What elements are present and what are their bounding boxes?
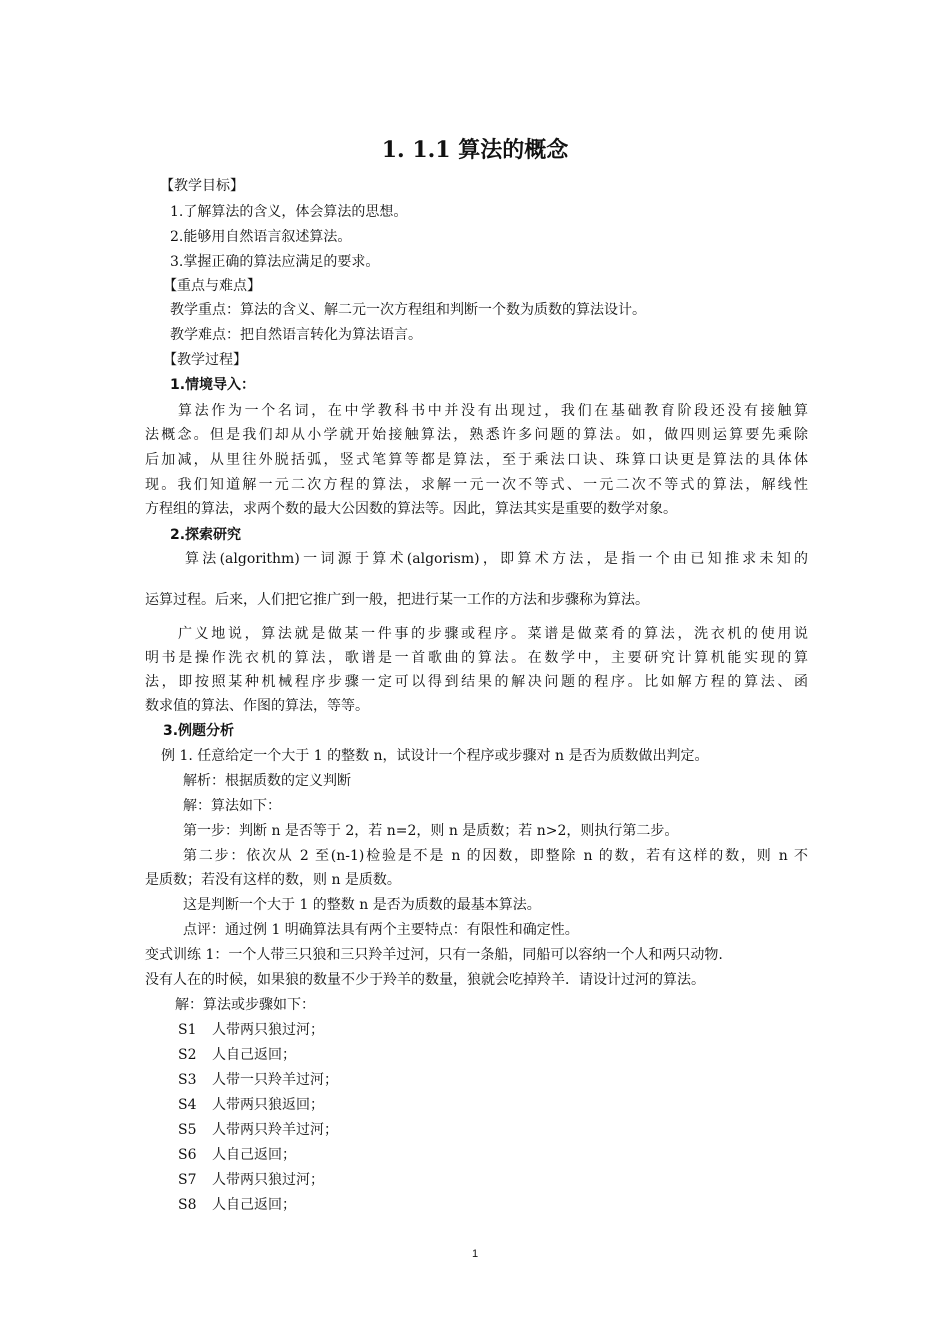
objective-item: 3.掌握正确的算法应满足的要求。: [170, 254, 380, 270]
example-1: 例 1. 任意给定一个大于 1 的整数 n，试设计一个程序或步骤对 n 是否为质数做出判定。: [161, 748, 709, 764]
step-text: 人自己返回；: [212, 1147, 296, 1163]
variant-line: 没有人在的时候，如果狼的数量不少于羚羊的数量，狼就会吃掉羚羊．请设计过河的算法。: [145, 972, 705, 988]
step-text: 人带两只狼返回；: [212, 1097, 324, 1113]
paragraph-line: 数求值的算法、作图的算法，等等。: [145, 698, 369, 714]
step-id: S8: [178, 1197, 197, 1213]
section-heading: 2.探索研究: [170, 527, 242, 543]
paragraph-line: 运算过程。后来，人们把它推广到一般，把进行某一工作的方法和步骤称为算法。: [145, 592, 649, 608]
variant-line: 变式训练 1：一个人带三只狼和三只羚羊过河，只有一条船，同船可以容纳一个人和两只动物.: [145, 947, 723, 963]
objectives-heading: 【教学目标】: [160, 178, 244, 194]
objective-item: 2.能够用自然语言叙述算法。: [170, 229, 352, 245]
page-number: 1: [471, 1248, 479, 1260]
step-line: 第二步：依次从 2 至(n-1)检验是不是 n 的因数，即整除 n 的数，若有这样的数，则 n 不: [183, 848, 808, 864]
step-id: S7: [178, 1172, 197, 1188]
section-heading: 3.例题分析: [163, 723, 235, 739]
key-points-heading: 【重点与难点】: [163, 278, 261, 294]
comment-line: 点评：通过例 1 明确算法具有两个主要特点：有限性和确定性。: [183, 922, 579, 938]
step-id: S3: [178, 1072, 197, 1088]
step-text: 人自己返回；: [212, 1047, 296, 1063]
analysis-line: 解析：根据质数的定义判断: [183, 773, 351, 789]
objective-item: 1.了解算法的含义，体会算法的思想。: [170, 204, 408, 220]
basic-note: 这是判断一个大于 1 的整数 n 是否为质数的最基本算法。: [183, 897, 541, 913]
step-line: 第一步：判断 n 是否等于 2，若 n=2，则 n 是质数；若 n>2，则执行第二步。: [183, 823, 679, 839]
step-id: S4: [178, 1097, 197, 1113]
step-id: S5: [178, 1122, 197, 1138]
step-id: S1: [178, 1022, 197, 1038]
paragraph-line: 法概念。但是我们却从小学就开始接触算法，熟悉许多问题的算法。如，做四则运算要先乘除: [145, 427, 808, 443]
process-heading: 【教学过程】: [163, 352, 247, 368]
solution-line: 解：算法或步骤如下：: [175, 997, 315, 1013]
paragraph-line: 明书是操作洗衣机的算法，歌谱是一首歌曲的算法。在数学中，主要研究计算机能实现的算: [145, 650, 808, 666]
paragraph-line: 后加减，从里往外脱括弧，竖式笔算等都是算法，至于乘法口诀、珠算口诀更是算法的具体体: [145, 452, 808, 468]
paragraph-line: 广义地说，算法就是做某一件事的步骤或程序。菜谱是做菜肴的算法，洗衣机的使用说: [178, 626, 808, 642]
solution-line: 解：算法如下：: [183, 798, 281, 814]
paragraph-line: 现。我们知道解一元二次方程的算法，求解一元一次不等式、一元二次不等式的算法，解线性: [145, 477, 808, 493]
step-text: 人带两只羚羊过河；: [212, 1122, 338, 1138]
step-id: S6: [178, 1147, 197, 1163]
teaching-difficulty: 教学难点：把自然语言转化为算法语言。: [170, 327, 422, 343]
paragraph-line: 方程组的算法，求两个数的最大公因数的算法等。因此，算法其实是重要的数学对象。: [145, 501, 677, 517]
section-heading: 1.情境导入：: [170, 377, 256, 393]
step-line: 是质数；若没有这样的数，则 n 是质数。: [145, 872, 401, 888]
paragraph-line: 法，即按照某种机械程序步骤一定可以得到结果的解决问题的程序。比如解方程的算法、函: [145, 674, 808, 690]
paragraph-line: 算法(algorithm)一词源于算术(algorism)，即算术方法，是指一个由已知推求未知的: [185, 551, 808, 567]
step-text: 人自己返回；: [212, 1197, 296, 1213]
paragraph-line: 算法作为一个名词，在中学教科书中并没有出现过，我们在基础教育阶段还没有接触算: [178, 403, 808, 419]
page-title: 1. 1.1 算法的概念: [381, 137, 569, 163]
step-text: 人带两只狼过河；: [212, 1172, 324, 1188]
step-text: 人带一只羚羊过河；: [212, 1072, 338, 1088]
step-text: 人带两只狼过河；: [212, 1022, 324, 1038]
step-id: S2: [178, 1047, 197, 1063]
teaching-focus: 教学重点：算法的含义、解二元一次方程组和判断一个数为质数的算法设计。: [170, 302, 646, 318]
